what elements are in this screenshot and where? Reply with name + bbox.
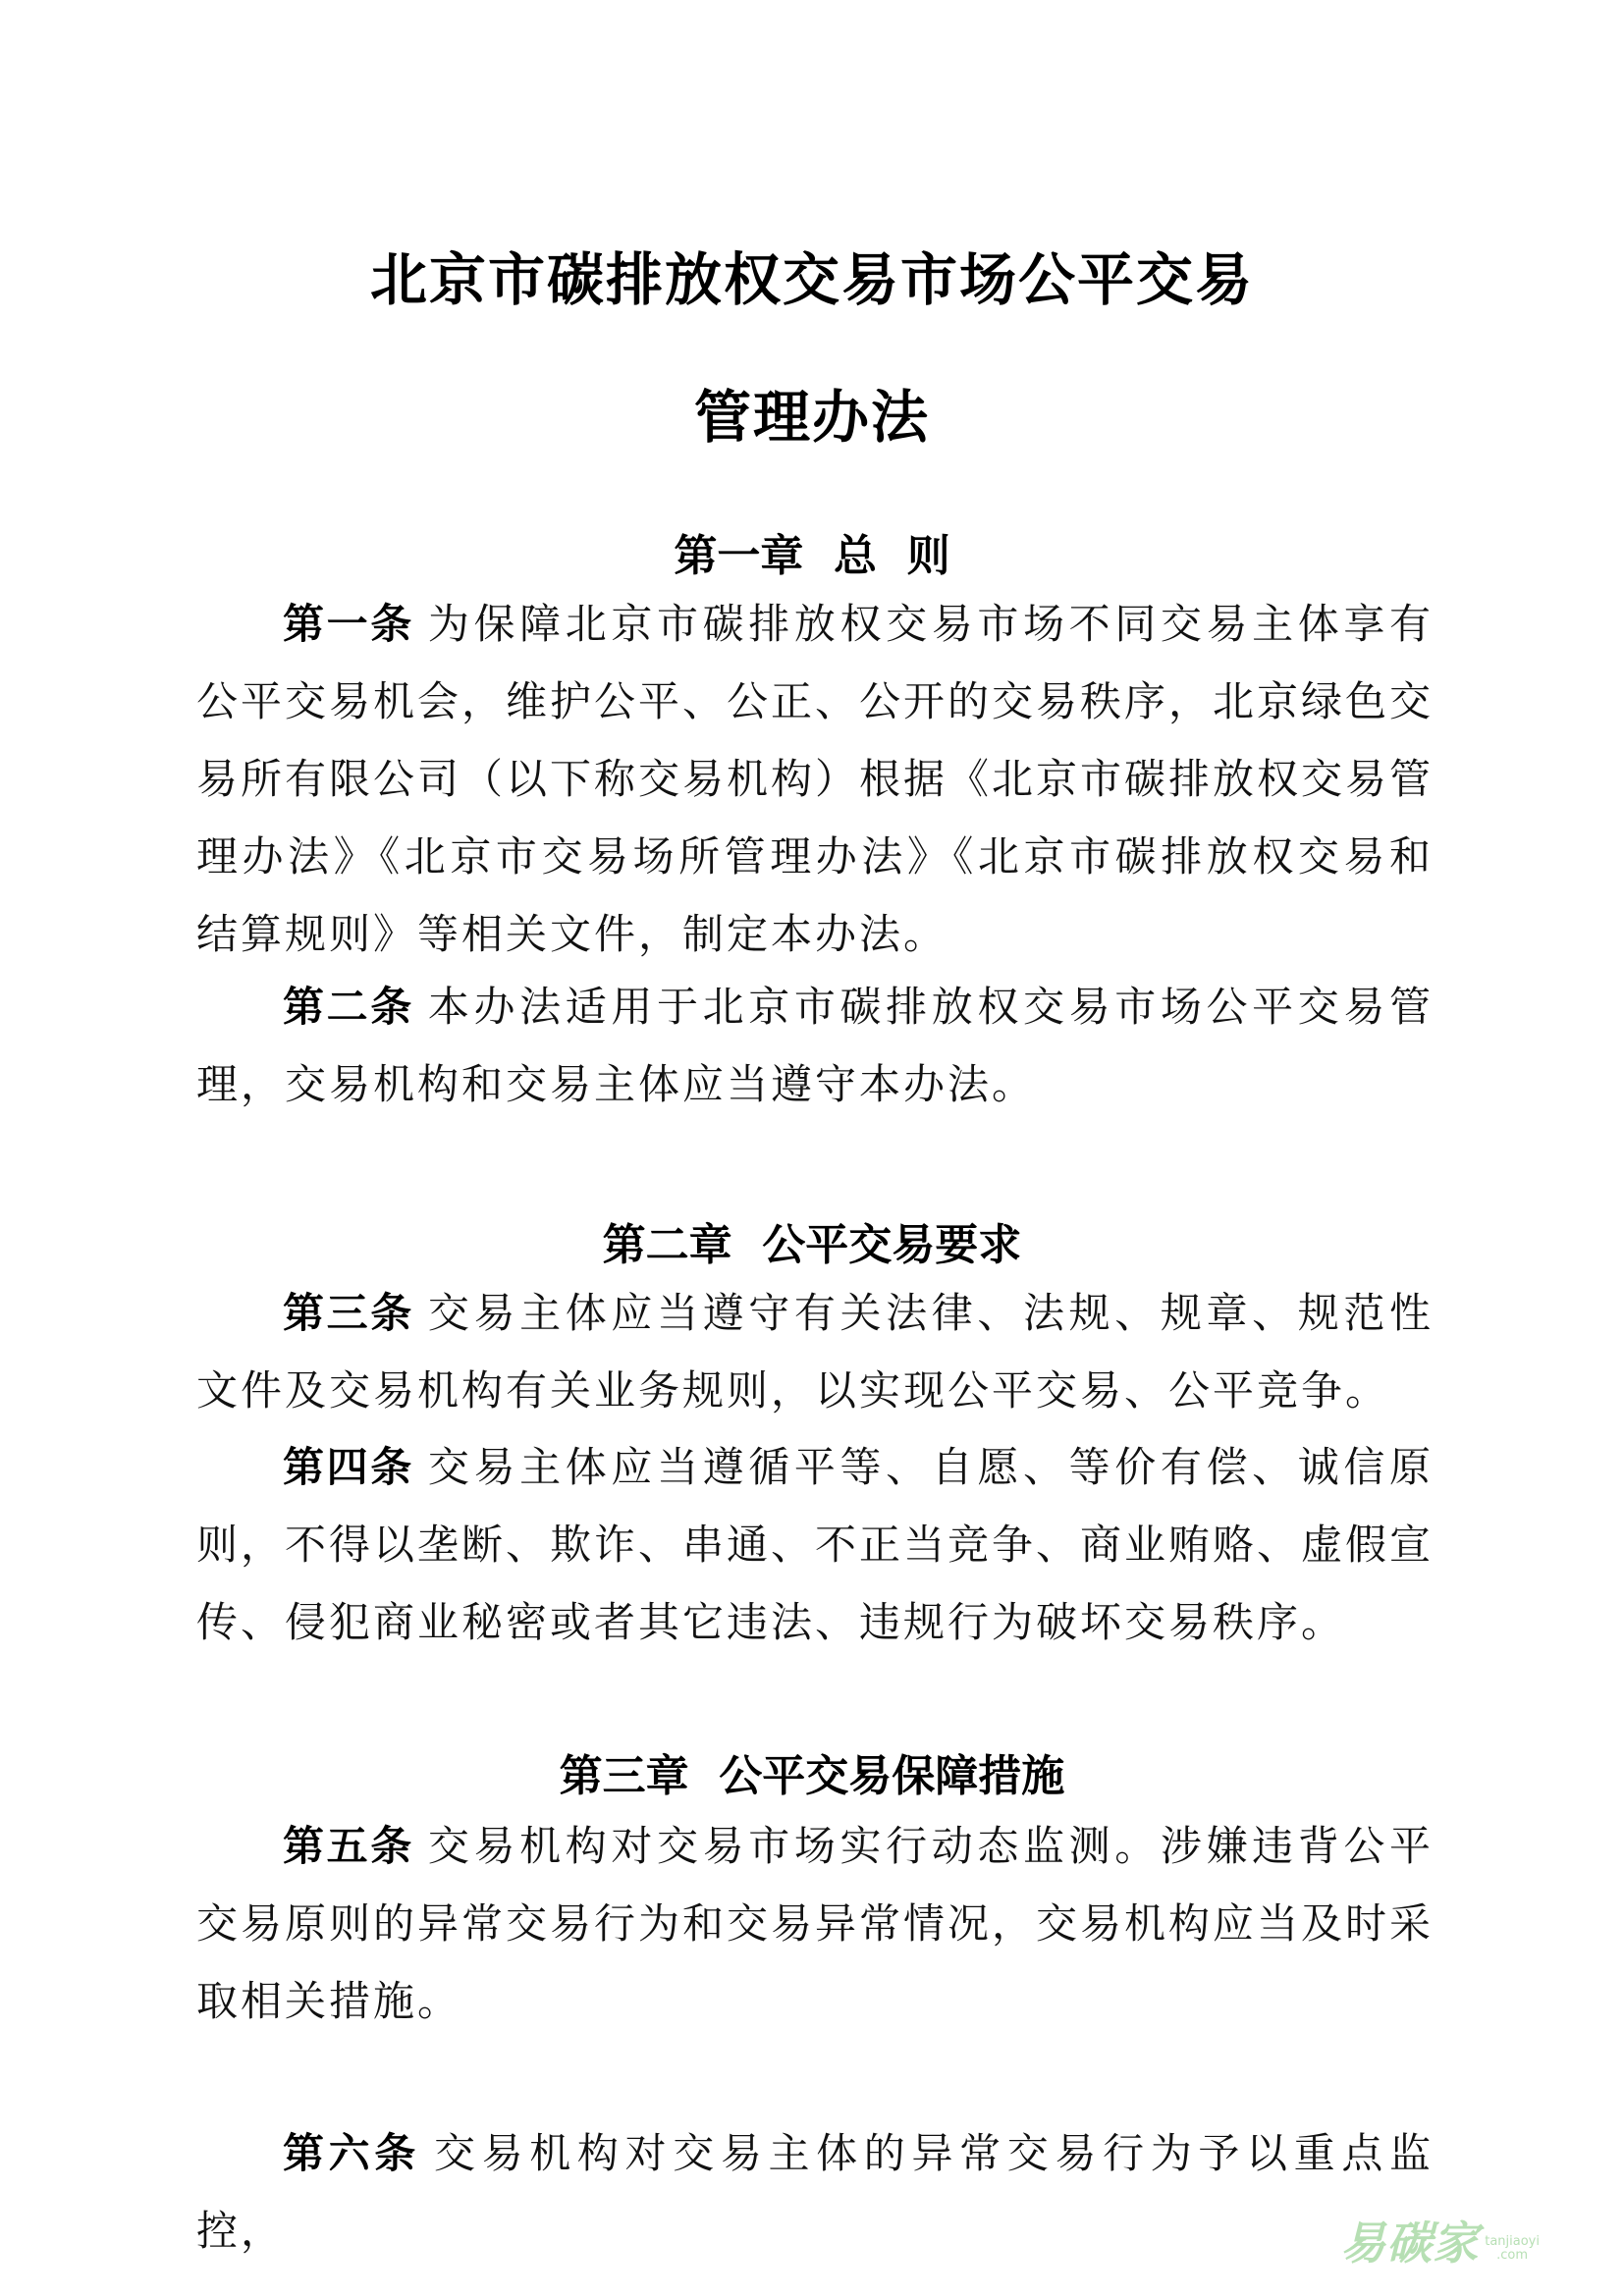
chapter-heading-1: 第一章 总 则	[674, 531, 950, 581]
watermark-domain-line-2: .com	[1496, 2248, 1529, 2263]
article-text: 交易机构对交易主体的异常交易行为予以重点监控，	[196, 2129, 1434, 2255]
article-4	[196, 1428, 1434, 1661]
article-number: 第四条	[283, 1443, 414, 1491]
article-text: 为保障北京市碳排放权交易市场不同交易主体享有公平交易机会，维护公平、公正、公开的交易秩序，北京绿色交易所有限公司（以下称交易机构）根据《北京市碳排放权交易管理办法》《北京市交易场所管理办法》《北京市碳排放权交易和结算规则》等相关文件，制定本办法。	[196, 600, 1435, 958]
article-text: 交易机构对交易市场实行动态监测。涉嫌违背公平交易原则的异常交易行为和交易异常情况，交易机构应当及时采取相关措施。	[196, 1822, 1435, 2025]
chapter-heading-2: 第二章 公平交易要求	[602, 1220, 1022, 1270]
site-watermark	[1340, 2208, 1540, 2272]
article-number: 第五条	[283, 1822, 414, 1870]
article-text: 交易主体应当遵循平等、自愿、等价有偿、诚信原则，不得以垄断、欺诈、串通、不正当竞争、商业贿赂、虚假宣传、侵犯商业秘密或者其它违法、违规行为破坏交易秩序。	[196, 1443, 1435, 1646]
article-3	[196, 1274, 1434, 1429]
article-2	[196, 968, 1434, 1123]
document-title-line-1: 北京市碳排放权交易市场公平交易	[369, 246, 1254, 313]
document-title-line-2: 管理办法	[693, 384, 930, 451]
article-text: 交易主体应当遵守有关法律、法规、规章、规范性文件及交易机构有关业务规则，以实现公平交易、公平竞争。	[196, 1289, 1434, 1415]
article-number: 第六条	[283, 2129, 420, 2177]
watermark-logo: 易碳家	[1340, 2216, 1480, 2269]
article-number: 第一条	[283, 600, 414, 648]
article-text: 本办法适用于北京市碳排放权交易市场公平交易管理，交易机构和交易主体应当遵守本办法。	[196, 983, 1434, 1108]
chapter-heading-3: 第三章 公平交易保障措施	[559, 1751, 1065, 1801]
article-number: 第三条	[283, 1289, 414, 1337]
watermark-domain	[1485, 2235, 1540, 2263]
article-number: 第二条	[283, 983, 414, 1031]
article-5	[196, 1807, 1434, 2040]
article-6	[196, 2114, 1434, 2269]
article-1	[196, 585, 1434, 973]
watermark-domain-line-1: tanjiaoyi	[1485, 2234, 1540, 2249]
